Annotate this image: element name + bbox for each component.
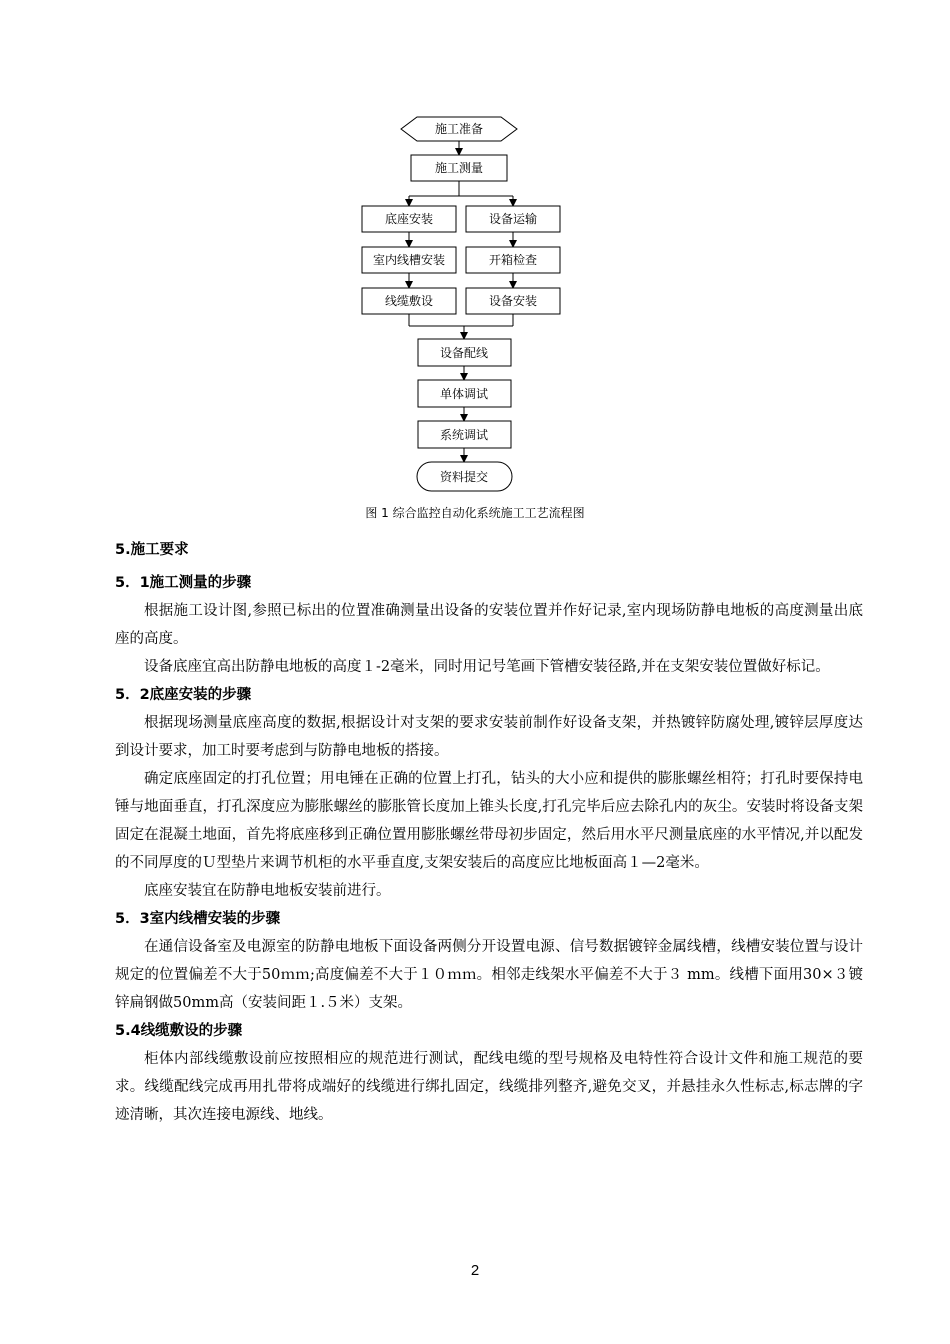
section-heading-5-4: 5.4线缆敷设的步骤 xyxy=(115,1023,243,1039)
flow-node-end-label: 资料提交 xyxy=(439,470,489,484)
flow-node-measure xyxy=(411,155,507,181)
flow-node-start-label: 施工准备 xyxy=(434,122,484,136)
flow-node-left-1 xyxy=(362,206,456,232)
flow-node-right-1-label: 设备运输 xyxy=(488,212,538,226)
paragraph-5-4-a: 柜体内部线缆敷设前应按照相应的规范进行测试，配线电缆的型号规格及电特性符合设计文件和施工规范的要求。线缆配线完成再用扎带将成端好的线缆进行绑扎固定，线缆排列整齐,避免交叉，并悬挂永久性标志,标志牌的字迹清晰，其次连接电源线、地线。 xyxy=(115,1051,863,1123)
paragraph-5-1-a: 根据施工设计图,参照已标出的位置准确测量出设备的安装位置并作好记录,室内现场防静电地板的高度测量出底座的高度。 xyxy=(115,603,863,647)
flow-node-system-test xyxy=(418,421,511,448)
flow-node-left-3 xyxy=(362,288,456,314)
paragraph-5-2-a: 根据现场测量底座高度的数据,根据设计对支架的要求安装前制作好设备支架，并热镀锌防腐处理,镀锌层厚度达到设计要求，加工时要考虑到与防静电地板的搭接。 xyxy=(115,715,863,759)
section-heading-5-3: 5．3室内线槽安装的步骤 xyxy=(115,911,281,927)
flow-node-right-3-label: 设备安装 xyxy=(488,294,538,308)
figure-caption: 图 1 综合监控自动化系统施工工艺流程图 xyxy=(365,506,585,520)
document-body xyxy=(115,536,863,1129)
section-heading-5-2: 5．2底座安装的步骤 xyxy=(115,687,252,703)
flow-node-left-2 xyxy=(362,247,456,273)
section-heading-5: 5.施工要求 xyxy=(115,542,189,558)
flow-node-end xyxy=(417,462,512,491)
flow-node-left-3-label: 线缆敷设 xyxy=(384,294,434,308)
flow-node-left-1-label: 底座安装 xyxy=(384,212,434,226)
flow-node-unit-test xyxy=(418,380,511,407)
process-flowchart xyxy=(0,0,950,500)
flow-node-wiring-label: 设备配线 xyxy=(439,346,489,360)
flow-node-right-2 xyxy=(466,247,560,273)
flow-node-system-test-label: 系统调试 xyxy=(439,428,489,442)
flow-node-wiring xyxy=(418,339,511,366)
paragraph-5-2-c: 底座安装宜在防静电地板安装前进行。 xyxy=(144,883,391,899)
flow-node-right-1 xyxy=(466,206,560,232)
flow-node-left-2-label: 室内线槽安装 xyxy=(372,253,446,267)
flow-node-unit-test-label: 单体调试 xyxy=(439,387,489,401)
paragraph-5-1-b: 设备底座宜高出防静电地板的高度１-2毫米，同时用记号笔画下管槽安装径路,并在支架安装位置做好标记。 xyxy=(144,659,830,675)
flow-node-right-3 xyxy=(466,288,560,314)
flow-node-measure-label: 施工测量 xyxy=(434,161,484,175)
section-heading-5-1: 5．1施工测量的步骤 xyxy=(115,575,252,591)
paragraph-5-2-b: 确定底座固定的打孔位置；用电锤在正确的位置上打孔，钻头的大小应和提供的膨胀螺丝相符；打孔时要保持电锤与地面垂直，打孔深度应为膨胀螺丝的膨胀管长度加上锥头长度,打孔完毕后应去除孔内的灰尘。安装时将设备支架固定在混凝土地面，首先将底座移到正确位置用膨胀螺丝带母初步固定，然后用水平尺测量底座的水平情况,并以配发的不同厚度的Ｕ型垫片来调节机柜的水平垂直度,支架安装后的高度应比地板面高１—2毫米。 xyxy=(115,771,863,871)
paragraph-5-3-a: 在通信设备室及电源室的防静电地板下面设备两侧分开设置电源、信号数据镀锌金属线槽，线槽安装位置与设计规定的位置偏差不大于50ｍｍ;高度偏差不大于１０ｍｍ。相邻走线架水平偏差不大于３ mm。线槽下面用30×３镀锌扁钢做50mm高（安装间距１.５米）支架。 xyxy=(115,939,863,1011)
flow-node-right-2-label: 开箱检查 xyxy=(488,253,538,267)
page-number: 2 xyxy=(470,1262,480,1279)
flow-node-start xyxy=(401,117,517,141)
